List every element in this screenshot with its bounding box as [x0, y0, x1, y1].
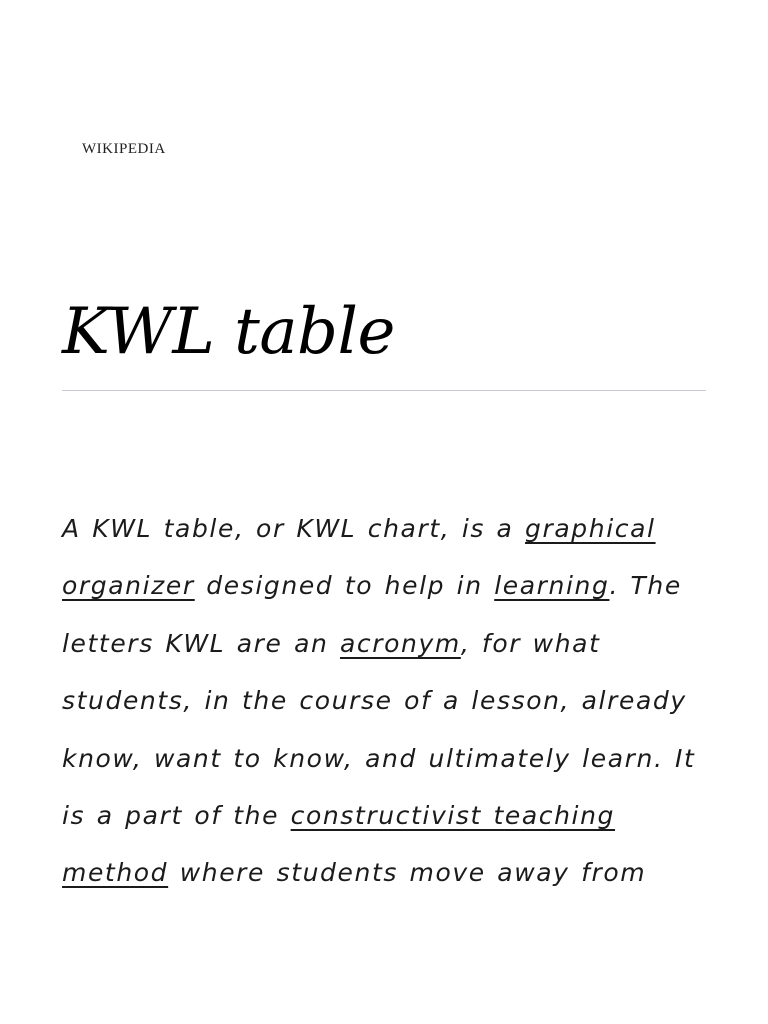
paragraph-text-1: A KWL table, or KWL chart, is a	[62, 514, 526, 543]
link-graphical-organizer[interactable]: graphical organizer	[62, 514, 656, 601]
title-divider	[62, 390, 706, 391]
article-intro-paragraph	[62, 500, 710, 902]
link-acronym[interactable]: acronym	[340, 628, 461, 658]
wikipedia-wordmark[interactable]	[82, 134, 166, 159]
link-learning[interactable]: learning	[494, 571, 610, 601]
paragraph-text-2: designed to help in	[194, 571, 495, 601]
paragraph-text-5: where students move away from	[168, 858, 647, 888]
paragraph-text-3: . The letters KWL are an	[62, 571, 682, 658]
page-title: KWL table	[62, 295, 395, 369]
wikipedia-wordmark-text: wikipedia	[82, 134, 166, 158]
paragraph-text-4: , for what students, in the course of a lesson, already know, want to know, and ultimately learn. It is a part of the	[62, 628, 696, 831]
link-constructivist-teaching-method[interactable]: constructivist teaching method	[62, 801, 616, 888]
